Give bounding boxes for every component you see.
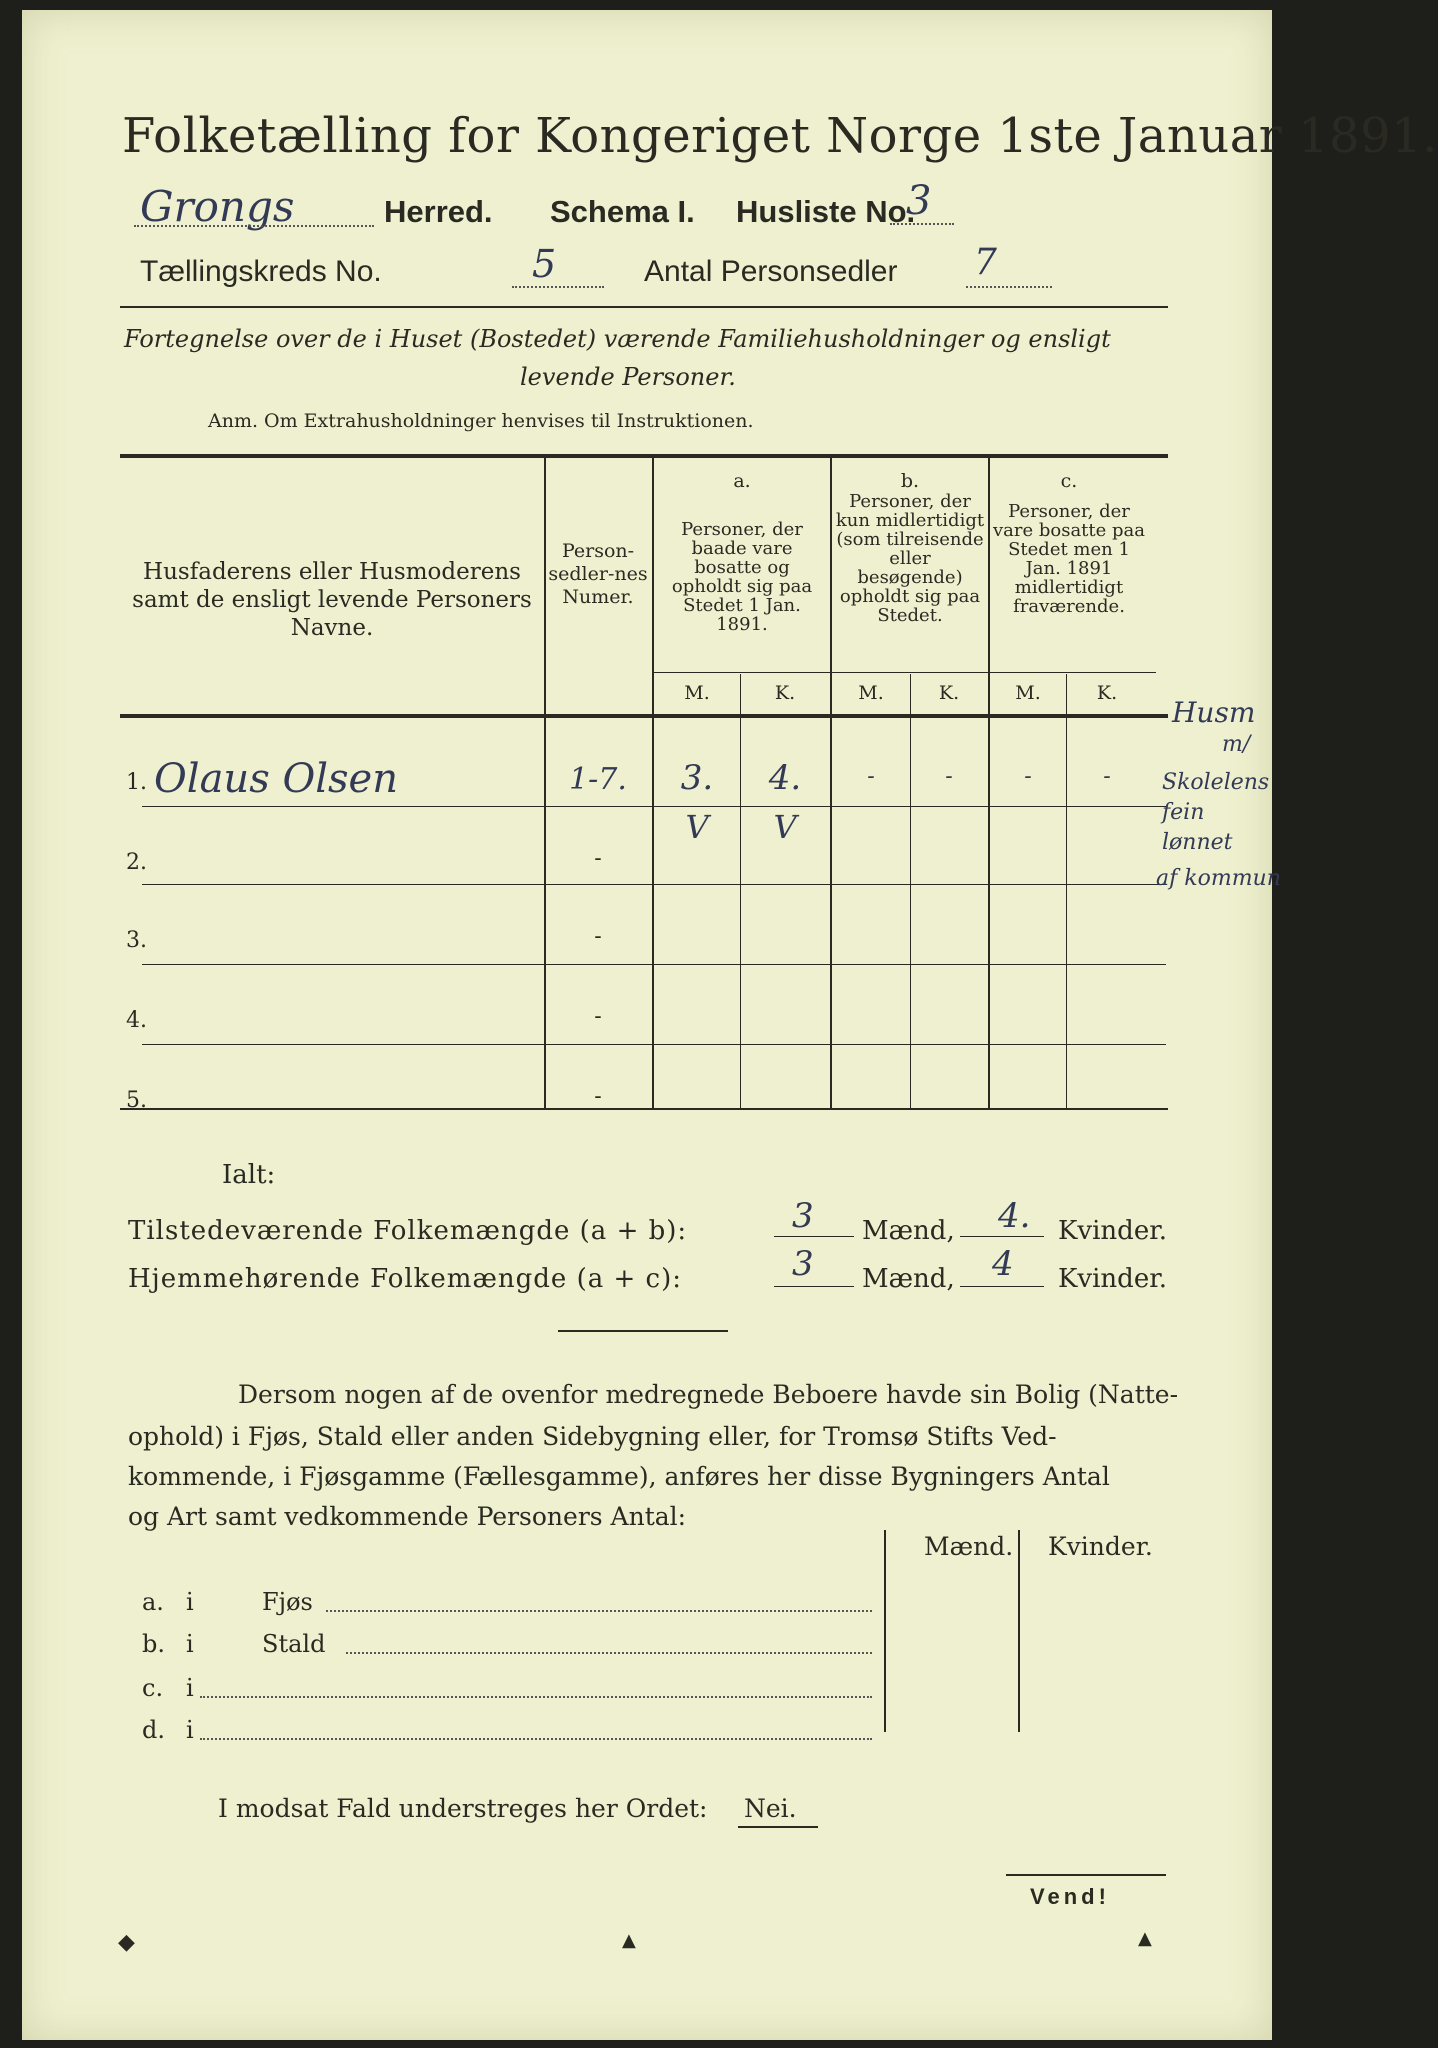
check-a-k: V [773, 808, 797, 846]
herred-dotline [134, 225, 374, 227]
buildings-text-line: og Art samt vedkommende Personers Antal: [128, 1502, 687, 1531]
table-top-rule [120, 454, 1168, 458]
kreds-value: 5 [532, 242, 557, 286]
row-b-k: - [945, 764, 953, 789]
antal-dotline [966, 286, 1052, 288]
value-underline [774, 1286, 854, 1287]
row-numer: - [594, 1004, 602, 1029]
row-number: 2. [126, 850, 147, 875]
hjem-maend-value: 3 [792, 1244, 814, 1284]
building-prefix: i [186, 1716, 194, 1744]
row-numer: - [594, 1084, 602, 1109]
buildings-maend-header: Mænd. [924, 1532, 1014, 1561]
row-number: 5. [126, 1088, 147, 1113]
registration-mark-icon: ▲ [622, 1930, 636, 1951]
mk-rule [654, 672, 1156, 673]
building-letter: d. [142, 1716, 165, 1744]
building-dotline [346, 1652, 872, 1654]
buildings-col-divider [1018, 1530, 1020, 1732]
hjem-kvinder-label: Kvinder. [1058, 1264, 1168, 1294]
row-rule [142, 1044, 1166, 1045]
vend-label: Vend! [1030, 1884, 1110, 1909]
col-divider [1066, 674, 1067, 1108]
building-letter: b. [142, 1630, 165, 1658]
row-b-m: - [867, 764, 875, 789]
header-b-k: K. [938, 682, 960, 704]
section-separator [558, 1330, 728, 1332]
table-header-rule [120, 714, 1168, 718]
header-c-k: K. [1096, 682, 1118, 704]
tilst-kvinder-value: 4. [998, 1196, 1031, 1236]
margin-note-line: Husm [1172, 696, 1256, 729]
margin-note-line: af kommun [1156, 866, 1281, 891]
modsat-label: I modsat Fald understreges her Ordet: [218, 1794, 708, 1823]
value-underline [960, 1236, 1044, 1237]
row-c-m: - [1024, 764, 1032, 789]
row-rule [142, 884, 1166, 885]
tilst-label: Tilstedeværende Folkemængde (a + b): [128, 1216, 688, 1246]
form-title: Folketælling for Kongeriget Norge 1ste Januar 1891. [122, 108, 1438, 164]
buildings-text-line: Dersom nogen af de ovenfor medregnede Beboere havde sin Bolig (Natte- [238, 1380, 1179, 1409]
herred-label: Herred. [384, 194, 493, 229]
margin-note-line: Skolelens [1162, 770, 1270, 795]
row-numer: - [594, 846, 602, 871]
row-rule [142, 806, 1166, 807]
value-underline [774, 1236, 854, 1237]
row-numer: 1-7. [569, 762, 627, 797]
tilst-maend-label: Mænd, [862, 1216, 955, 1246]
building-letter: c. [142, 1674, 164, 1702]
building-letter: a. [142, 1588, 164, 1616]
row-numer: - [594, 924, 602, 949]
building-dotline [200, 1738, 872, 1740]
header-names: Husfaderens eller Husmoderens samt de ensligt levende Personers Navne. [132, 559, 532, 641]
margin-note-line: lønnet [1162, 830, 1233, 855]
hjem-maend-label: Mænd, [862, 1264, 955, 1294]
buildings-text-line: kommende, i Fjøsgamme (Fællesgamme), anføres her disse Bygningers Antal [128, 1462, 1110, 1491]
row-a-k: 4. [768, 758, 802, 798]
header-a-letter: a. [733, 470, 751, 492]
row-a-m: 3. [680, 758, 714, 798]
tilst-kvinder-label: Kvinder. [1058, 1216, 1168, 1246]
kreds-label: Tællingskreds No. [140, 255, 382, 288]
row-c-k: - [1103, 764, 1111, 789]
kreds-dotline [512, 286, 604, 288]
buildings-text-line: ophold) i Fjøs, Stald eller anden Sidebygning eller, for Tromsø Stifts Ved- [128, 1422, 1057, 1451]
building-dotline [200, 1696, 872, 1698]
header-b: Personer, der kun midlertidigt (som tilreisende eller besøgende) opholdt sig paa Stedet. [835, 491, 985, 626]
header-rule [120, 306, 1168, 308]
hjem-label: Hjemmehørende Folkemængde (a + c): [128, 1264, 682, 1294]
row-rule [142, 964, 1166, 965]
row-number: 1. [126, 770, 147, 795]
value-underline [960, 1286, 1044, 1287]
herred-value: Grongs [140, 182, 295, 231]
header-a-k: K. [774, 682, 796, 704]
building-prefix: i [186, 1588, 194, 1616]
header-numer: Person-sedler-nes Numer. [548, 540, 648, 608]
modsat-underline [738, 1826, 818, 1828]
anm-note: Anm. Om Extrahusholdninger henvises til Instruktionen. [208, 410, 754, 432]
col-divider [544, 458, 546, 1108]
header-b-letter: b. [900, 470, 920, 492]
header-a: Personer, der baade vare bosatte og opholdt sig paa Stedet 1 Jan. 1891. [671, 519, 813, 635]
buildings-kvinder-header: Kvinder. [1048, 1532, 1153, 1561]
husliste-dotline [890, 223, 954, 225]
header-c-m: M. [1015, 682, 1041, 704]
registration-mark-icon: ◆ [118, 1930, 135, 1955]
tilst-maend-value: 3 [792, 1196, 814, 1236]
header-c-letter: c. [1060, 470, 1078, 492]
antal-label: Antal Personsedler [644, 255, 898, 288]
antal-value: 7 [974, 242, 997, 283]
husliste-value: 3 [906, 178, 932, 224]
header-a-m: M. [684, 682, 710, 704]
header-c: Personer, der vare bosatte paa Stedet men 1 Jan. 1891 midlertidigt fraværende. [992, 501, 1146, 617]
hjem-kvinder-value: 4 [992, 1244, 1014, 1284]
check-a-m: V [685, 808, 709, 846]
building-name: Fjøs [262, 1588, 313, 1616]
vend-rule [1006, 1874, 1166, 1876]
modsat-word: Nei. [744, 1794, 797, 1823]
header-b-m: M. [858, 682, 884, 704]
building-prefix: i [186, 1674, 194, 1702]
schema-label: Schema I. [550, 194, 695, 229]
row-number: 4. [126, 1008, 147, 1033]
intro-line1: Fortegnelse over de i Huset (Bostedet) værende Familiehusholdninger og ensligt [124, 325, 1111, 353]
intro-line2: levende Personer. [520, 363, 736, 391]
buildings-col-divider [884, 1530, 886, 1732]
row-number: 3. [126, 928, 147, 953]
ialt-label: Ialt: [222, 1160, 276, 1190]
husliste-label: Husliste No. [736, 194, 916, 229]
building-dotline [326, 1610, 872, 1612]
building-prefix: i [186, 1630, 194, 1658]
registration-mark-icon: ▲ [1138, 1928, 1152, 1949]
col-divider [740, 674, 741, 1108]
col-divider [910, 674, 911, 1108]
margin-note-line: fein [1162, 800, 1205, 825]
margin-note-line: m/ [1222, 732, 1251, 757]
census-form-page [22, 10, 1438, 2040]
row-name: Olaus Olsen [154, 756, 398, 802]
building-name: Stald [262, 1630, 326, 1658]
